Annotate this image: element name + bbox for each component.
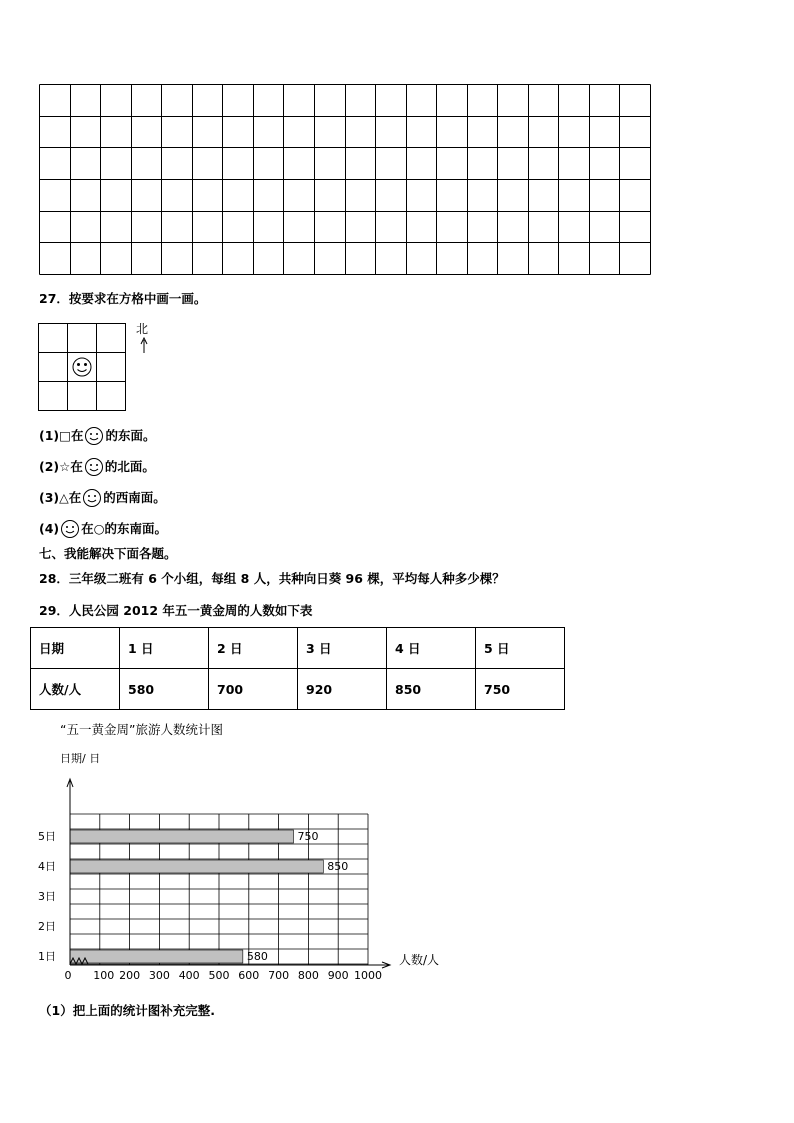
- y-tick-label: 2日: [38, 920, 56, 933]
- table-cell: 3 日: [298, 628, 387, 669]
- x-tick-label: 300: [148, 969, 170, 982]
- item-text: 在: [68, 490, 82, 505]
- smiley-face-icon: [73, 358, 91, 376]
- question-29-part-1: （1）把上面的统计图补充完整.: [39, 1003, 215, 1018]
- x-tick-label: 900: [327, 969, 349, 982]
- north-label: 北: [136, 322, 149, 336]
- chart-title: “五一黄金周”旅游人数统计图: [60, 722, 223, 737]
- x-tick-label: 200: [119, 969, 141, 982]
- shape-symbol: □: [59, 428, 71, 443]
- table-cell: 850: [387, 669, 476, 710]
- item-number: (2): [39, 459, 60, 474]
- y-axis-label: 日期/ 日: [60, 752, 101, 765]
- smiley-face-icon: [82, 488, 102, 508]
- smiley-face-icon: [84, 426, 104, 446]
- q27-item-4: [39, 519, 167, 539]
- shape-symbol: ☆: [59, 459, 71, 474]
- x-tick-label: 500: [208, 969, 230, 982]
- y-tick-label: 5日: [38, 830, 56, 843]
- table-cell: 5 日: [476, 628, 565, 669]
- item-number: (4): [39, 521, 60, 536]
- x-axis-label: 人数/人: [399, 953, 440, 967]
- y-tick-label: 1日: [38, 950, 56, 963]
- question-27-title: 27．按要求在方格中画一画。: [39, 291, 207, 306]
- table-cell: 920: [298, 669, 387, 710]
- item-text: 在: [70, 428, 84, 443]
- table-cell: 4 日: [387, 628, 476, 669]
- q27-item-1: [39, 426, 155, 446]
- table-cell: 人数/人: [31, 669, 120, 710]
- table-cell: 2 日: [209, 628, 298, 669]
- question-29-title: 29．人民公园 2012 年五一黄金周的人数如下表: [39, 603, 313, 618]
- data-label: 580: [246, 950, 268, 963]
- x-tick-label: 1000: [354, 969, 382, 982]
- q27-item-2: [39, 457, 155, 477]
- data-label: 750: [297, 830, 319, 843]
- x-tick-label: 400: [178, 969, 200, 982]
- item-text: 的东面。: [105, 428, 156, 443]
- item-text: 的北面。: [104, 459, 155, 474]
- north-arrow-icon: [138, 336, 150, 354]
- item-text: 的西南面。: [103, 490, 166, 505]
- bar: [70, 830, 294, 843]
- y-tick-label: 3日: [38, 890, 56, 903]
- item-number: (1): [39, 428, 60, 443]
- smiley-face-icon: [60, 519, 80, 539]
- x-tick-label: 700: [268, 969, 290, 982]
- table-cell: 580: [120, 669, 209, 710]
- section-7-heading: 七、我能解决下面各题。: [39, 546, 177, 561]
- blank-grid: [39, 84, 651, 276]
- item-text: 在○的东南面。: [81, 521, 168, 536]
- table-cell: 1 日: [120, 628, 209, 669]
- q27-item-3: [39, 488, 166, 508]
- visitors-table: [30, 627, 565, 710]
- table-row-date: [31, 628, 565, 669]
- table-cell: 750: [476, 669, 565, 710]
- x-tick-label: 100: [93, 969, 115, 982]
- table-cell: 700: [209, 669, 298, 710]
- y-tick-label: 4日: [38, 860, 56, 873]
- bar: [70, 950, 243, 963]
- item-number: (3): [39, 490, 60, 505]
- direction-grid: [38, 323, 128, 413]
- smiley-face-icon: [84, 457, 104, 477]
- x-tick-label: 800: [297, 969, 319, 982]
- question-28: 28．三年级二班有 6 个小组，每组 8 人，共种向日葵 96 棵，平均每人种多少棵？: [39, 571, 505, 586]
- x-tick-label: 600: [238, 969, 260, 982]
- shape-symbol: △: [59, 490, 69, 505]
- item-text: 在: [70, 459, 83, 474]
- table-cell: 日期: [31, 628, 120, 669]
- bar-chart: [30, 745, 470, 990]
- table-row-people: [31, 669, 565, 710]
- data-label: 850: [327, 860, 349, 873]
- bar: [70, 860, 323, 873]
- x-tick-label: 0: [64, 969, 72, 982]
